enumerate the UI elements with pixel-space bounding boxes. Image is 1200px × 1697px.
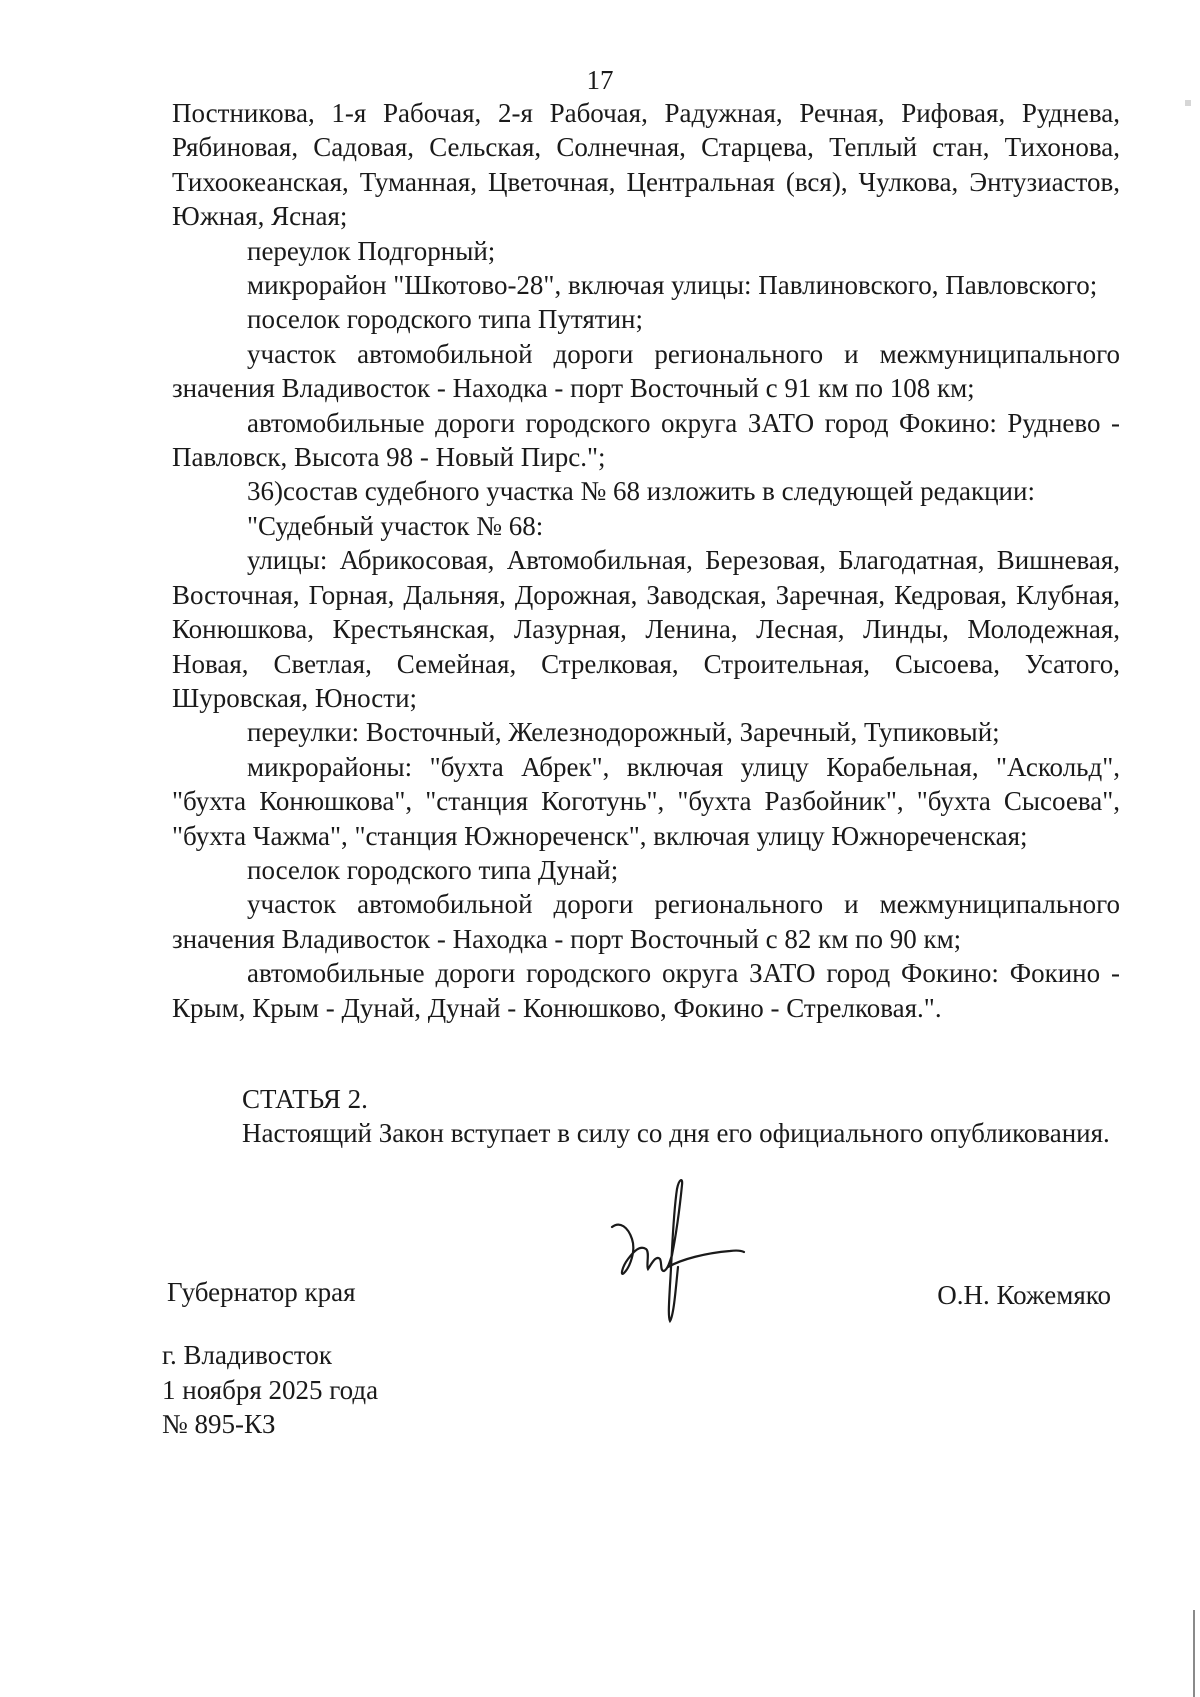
handwritten-signature-icon (610, 1175, 750, 1325)
paragraph: "Судебный участок № 68: (247, 510, 544, 541)
paragraph: участок автомобильной дороги регионального и межмуниципального значения Владивосток - Находка - порт Восточный с 91 км по 108 км; (172, 338, 1120, 404)
paragraph: Постникова, 1-я Рабочая, 2-я Рабочая, Радужная, Речная, Рифовая, Руднева, Рябиновая, Садовая, Сельская, Солнечная, Старцева, Теплый стан, Тихонова, Тихоокеанская, Туманная, Цветочная, Центральная (вся), Чулкова, Энтузиастов, Южная, Ясная; (172, 98, 1120, 232)
paragraph: автомобильные дороги городского округа ЗАТО город Фокино: Руднево - Павловск, Высота 98 - Новый Пирс."; (172, 407, 1120, 473)
paragraph: переулки: Восточный, Железнодорожный, Заречный, Тупиковый; (247, 717, 1000, 748)
paragraph: микрорайоны: "бухта Абрек", включая улицу Корабельная, "Аскольд", "бухта Конюшкова", "станция Коготунь", "бухта Разбойник", "бухта Сысоева", "бухта Чажма", "станция Южнореченск", включая улицу Южнореченская; (172, 751, 1120, 851)
place-date-block (162, 1338, 378, 1442)
article-2 (167, 1082, 1115, 1151)
paragraph: 36)состав судебного участка № 68 изложить в следующей редакции: (247, 476, 1035, 507)
paragraph: поселок городского типа Путятин; (247, 304, 643, 335)
page-number: 17 (586, 65, 614, 95)
paragraph: микрорайон "Шкотово-28", включая улицы: Павлиновского, Павловского; (247, 270, 1098, 301)
scan-edge-line (1193, 1610, 1195, 1697)
scan-speck (1185, 100, 1191, 106)
paragraph: участок автомобильной дороги регионального и межмуниципального значения Владивосток - Находка - порт Восточный с 82 км по 90 км; (172, 889, 1120, 954)
paragraph: поселок городского типа Дунай; (247, 854, 619, 885)
article-text: Настоящий Закон вступает в силу со дня его официального опубликования. (242, 1118, 1110, 1149)
paragraph: переулок Подгорный; (247, 235, 496, 266)
paragraph: автомобильные дороги городского округа ЗАТО город Фокино: Фокино - Крым, Крым - Дунай, Дунай - Конюшково, Фокино - Стрелковая.". (172, 958, 1120, 1023)
signing-city: г. Владивосток (162, 1340, 332, 1370)
article-title: СТАТЬЯ 2. (242, 1084, 368, 1114)
law-body-text (172, 96, 1120, 1025)
governor-name: О.Н. Кожемяко (937, 1280, 1111, 1310)
governor-position-label: Губернатор края (167, 1277, 356, 1307)
paragraph: улицы: Абрикосовая, Автомобильная, Березовая, Благодатная, Вишневая, Восточная, Горная, Дальняя, Дорожная, Заводская, Заречная, Кедровая, Клубная, Конюшкова, Крестьянская, Лазурная, Ленина, Лесная, Линды, Молодежная, Новая, Светлая, Семейная, Стрелковая, Строительная, Сысоева, Усатого, Шуровская, Юности; (172, 545, 1120, 713)
signing-date: 1 ноября 2025 года (162, 1374, 379, 1405)
law-number: № 895-КЗ (162, 1409, 276, 1439)
